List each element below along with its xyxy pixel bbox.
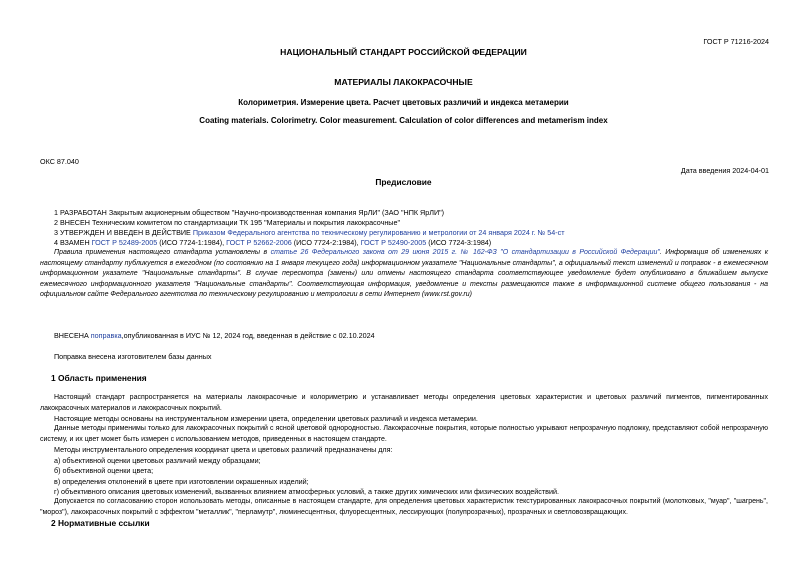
national-standard-title: НАЦИОНАЛЬНЫЙ СТАНДАРТ РОССИЙСКОЙ ФЕДЕРАЦИИ — [280, 47, 527, 57]
approved-label: 3 УТВЕРЖДЕН И ВВЕДЕН В ДЕЙСТВИЕ — [54, 228, 193, 237]
iso-ref-2: (ИСО 7724-2:1984), — [291, 238, 361, 247]
amendment-line — [54, 331, 375, 340]
rules-text: . Информация об изменениях к настоящему стандарту публикуется в ежегодном (по состоянию на 1 января текущего года) информационном указателе "Национальные стандарты", а официальный текст изменений и поправок - в ежемесячном информационном указателе "Национальные стандарты". В случае пересмотра (замены) или отмены настоящего стандарта соответствующее уведомление будет опубликовано в ближайшем выпуске ежемесячного информационного указателя "Национальные стандарты". Соответствующая информация, уведомление и тексты размещаются также в информационной системе общего пользования - на официальном сайте Федерального агентства по техническому регулированию и метрологии в сети Интернет (www.rst.gov.ru) — [40, 249, 768, 298]
amendment-label: ВНЕСЕНА — [54, 331, 91, 340]
document-title: МАТЕРИАЛЫ ЛАКОКРАСОЧНЫЕ — [334, 77, 473, 87]
preface-item-replaces — [54, 238, 491, 247]
preface-item-developed: 1 РАЗРАБОТАН Закрытым акционерным обществом "Научно-производственная компания ЯрЛИ" (ЗАО "НПК ЯрЛИ") — [54, 208, 445, 217]
amendment-note: Поправка внесена изготовителем базы данных — [54, 352, 212, 361]
doc-number: ГОСТ Р 71216-2024 — [703, 37, 769, 46]
section-1-heading: 1 Область применения — [51, 373, 147, 383]
replaces-label: 4 ВЗАМЕН — [54, 238, 92, 247]
section-1-paragraph-3: Данные методы применимы только для лакокрасочных покрытий с ясной цветовой однородностью. Лакокрасочные покрытия, которые полностью укрывают непрозрачную подложку, представляют собой непрозрачную систему, и их цвет может быть измерен с использованием методов, приведенных в настоящем стандарте. — [40, 425, 768, 443]
federal-law-link[interactable]: статье 26 Федерального закона от 29 июня 2015 г. № 162-ФЗ "О стандартизации в Российской Федерации" — [270, 249, 660, 256]
list-item-d: г) объективного описания цветовых изменений, вызванных влиянием атмосферных условий, а также других химических или физических воздействий. — [54, 487, 560, 496]
section-1-paragraph-2: Настоящие методы основаны на инструментальном измерении цвета, определении цветовых различий и индекса метамерии. — [54, 414, 478, 423]
approval-order-link[interactable]: Приказом Федерального агентства по техническому регулированию и метрологии от 24 января 2024 г. № 54-ст — [192, 228, 565, 237]
amendment-text: ,опубликованная в ИУС № 12, 2024 год, введенная в действие с 02.10.2024 — [121, 331, 375, 340]
oks-code: ОКС 87.040 — [40, 157, 79, 166]
section-1-paragraph-4: Методы инструментального определения координат цвета и цветовых различий предназначены для: — [54, 445, 393, 454]
introduction-date: Дата введения 2024-04-01 — [680, 166, 769, 175]
preface-item-submitted: 2 ВНЕСЕН Техническим комитетом по стандартизации ТК 195 "Материалы и покрытия лакокрасочные" — [54, 218, 401, 227]
list-item-a: а) объективной оценки цветовых различий между образцами; — [54, 456, 261, 465]
preface-item-approved — [54, 228, 565, 237]
gost-52490-link[interactable]: ГОСТ Р 52490-2005 — [360, 238, 427, 247]
gost-52489-link[interactable]: ГОСТ Р 52489-2005 — [91, 238, 158, 247]
iso-ref-1: (ИСО 7724-1:1984), — [157, 238, 227, 247]
document-subtitle-ru: Колориметрия. Измерение цвета. Расчет цветовых различий и индекса метамерии — [238, 98, 569, 107]
section-1-paragraph-5: Допускается по согласованию сторон использовать методы, описанные в настоящем стандарте, для определения цветовых характеристик текстурированных лакокрасочных покрытий (молотковых, "муар", "шагрень", "мороз"), лакокрасочных покрытий с эффектом "металлик", "перламутр", люминесцентных, флуоресцентных, лессирующих (полупрозрачных), прозрачных и светловозвращающих. — [40, 498, 768, 516]
list-item-b: б) объективной оценки цвета; — [54, 466, 154, 475]
preface-rules-paragraph — [40, 248, 768, 301]
gost-52662-link[interactable]: ГОСТ Р 52662-2006 — [226, 238, 292, 247]
amendment-link[interactable]: поправка — [90, 331, 122, 340]
section-2-heading: 2 Нормативные ссылки — [51, 518, 150, 528]
list-item-c: в) определения отклонений в цвете при изготовлении окрашенных изделий; — [54, 477, 309, 486]
iso-ref-3: (ИСО 7724-3:1984) — [426, 238, 492, 247]
document-subtitle-en: Coating materials. Colorimetry. Color measurement. Calculation of color differences and metamerism index — [199, 116, 608, 125]
preface-heading: Предисловие — [375, 177, 432, 187]
section-1-paragraph-1: Настоящий стандарт распространяется на материалы лакокрасочные и колориметрию и устанавливает методы определения цветовых характеристик и цветовых различий пигментов, пигментированных лакокрасочных материалов и лакокрасочных покрытий. — [40, 394, 768, 412]
rules-prefix: Правила применения настоящего стандарта установлены в — [54, 249, 271, 256]
